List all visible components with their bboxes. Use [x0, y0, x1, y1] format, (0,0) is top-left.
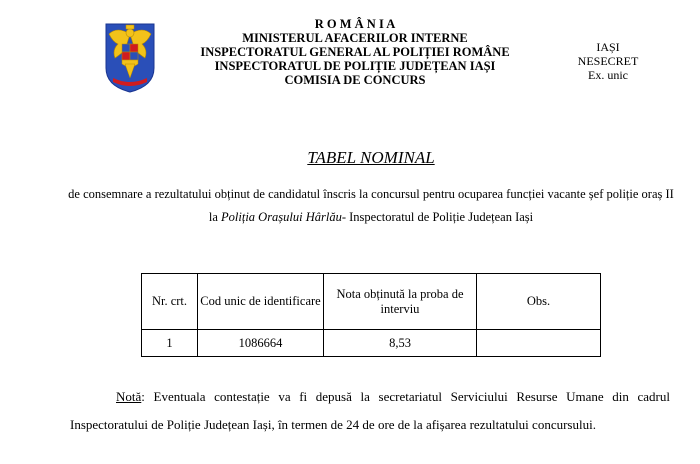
header-commission: COMISIA DE CONCURS [284, 73, 426, 87]
col-header-obs: Obs. [477, 274, 601, 330]
copy-label: Ex. unic [588, 68, 628, 82]
col-header-grade: Nota obținută la proba de interviu [324, 274, 477, 330]
table-row [142, 330, 601, 357]
subtitle-unit-name: Poliția Orașului Hârlău [221, 210, 342, 224]
col-header-nr: Nr. crt. [142, 274, 198, 330]
header-country: R O M Â N I A [314, 17, 396, 31]
cell-grade: 8,53 [324, 330, 477, 357]
document-subtitle [66, 183, 676, 229]
header-general-inspectorate: INSPECTORATUL GENERAL AL POLIȚIEI ROMÂNE [200, 45, 510, 59]
header-city: IAȘI [596, 40, 620, 54]
document-title: TABEL NOMINAL [307, 148, 435, 167]
classification-block [568, 40, 648, 82]
cell-obs [477, 330, 601, 357]
cell-nr: 1 [142, 330, 198, 357]
note-label: Notă [116, 389, 142, 404]
header-ministry: MINISTERUL AFACERILOR INTERNE [242, 31, 468, 45]
romania-coat-of-arms-icon [103, 20, 157, 94]
note-text: : Eventuala contestație va fi depusă la secretariatul Serviciului Resurse Umane din cadrul Inspectoratului de Poliție Județean Iași, în termen de 24 de ore de la afișarea rezultatului concursului. [70, 389, 670, 432]
subtitle-text-1: de consemnare a rezultatului obținut de candidatul înscris la concursul pentru ocuparea funcției vacante șef poliție oraș II la [68, 187, 674, 224]
classification-label: NESECRET [577, 54, 639, 68]
institution-header [200, 17, 510, 87]
note-paragraph [70, 383, 670, 439]
subtitle-text-2: - Inspectoratul de Poliție Județean Iași [341, 210, 534, 224]
header-county-inspectorate: INSPECTORATUL DE POLIȚIE JUDEȚEAN IAȘI [214, 59, 496, 73]
col-header-code: Cod unic de identificare [198, 274, 324, 330]
results-table [141, 273, 601, 357]
table-header-row [142, 274, 601, 330]
cell-code: 1086664 [198, 330, 324, 357]
